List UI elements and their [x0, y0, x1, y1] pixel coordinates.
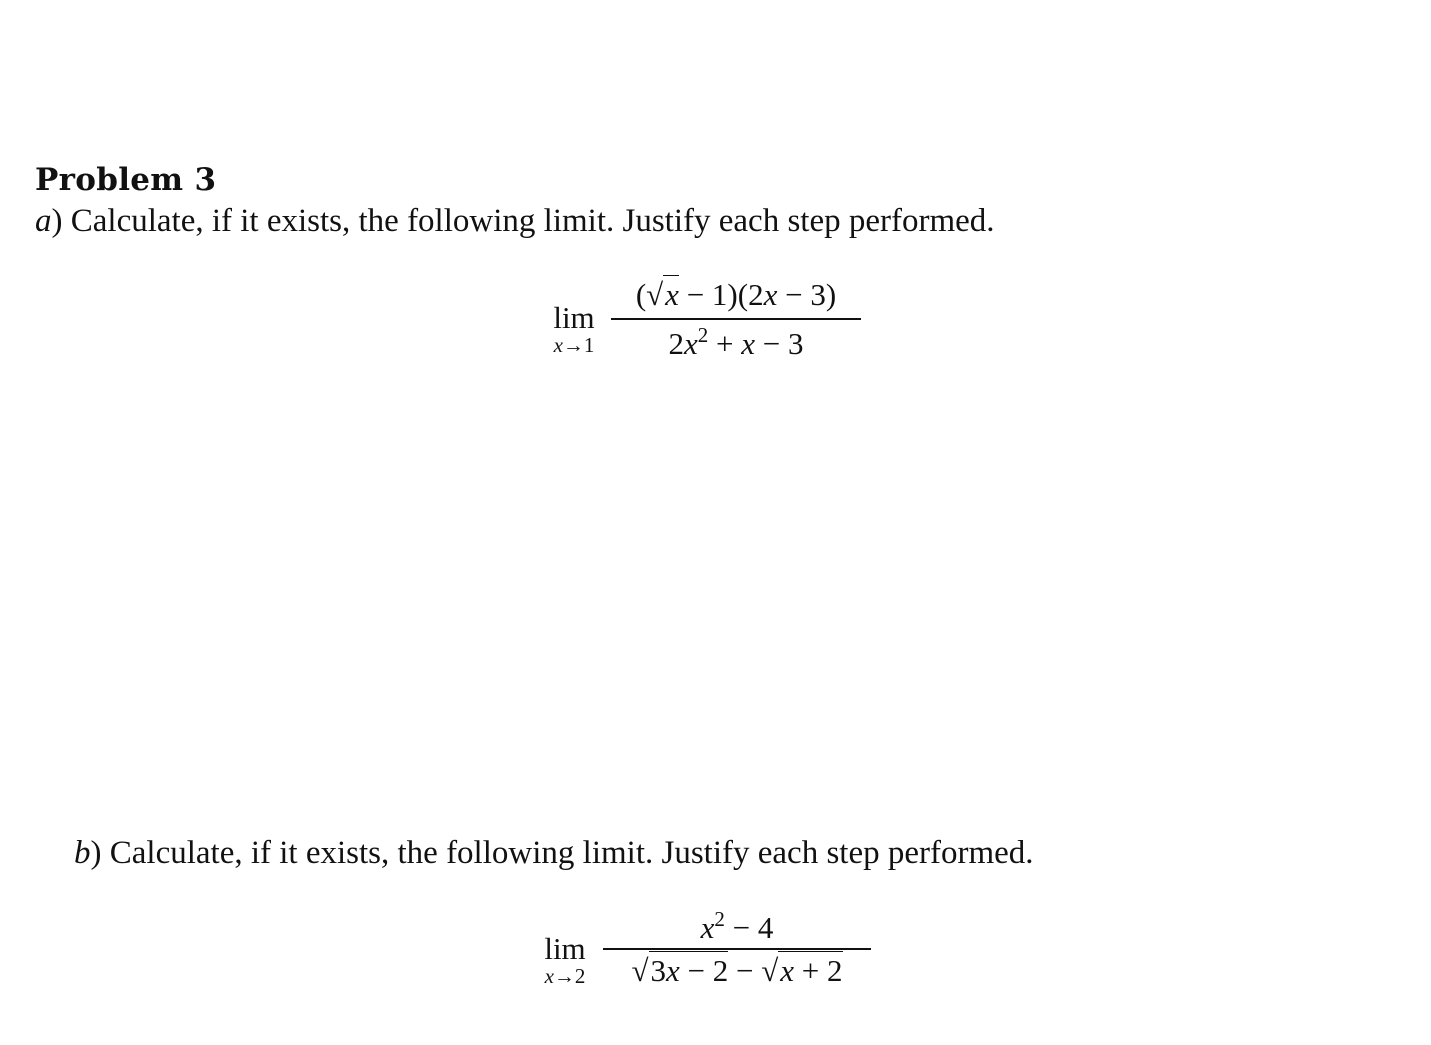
- part-a-instruction: [35, 203, 995, 240]
- num-close: − 3): [777, 277, 837, 312]
- sqrt2-radicand: [778, 951, 842, 988]
- num-middle: − 1)(2: [678, 277, 764, 312]
- num-var: x: [700, 910, 715, 945]
- lim-subscript: [536, 966, 594, 987]
- den-var: x: [684, 326, 698, 361]
- part-b-letter: b: [74, 835, 91, 871]
- num-tail: − 4: [724, 910, 774, 945]
- sqrt-symbol-1: √3x − 2: [631, 953, 729, 988]
- den-tail: − 3: [755, 326, 804, 361]
- den-coef: 2: [668, 326, 684, 361]
- part-a-text: ) Calculate, if it exists, the following limit. Justify each step performed.: [51, 203, 995, 239]
- lim-subscript: [546, 335, 602, 356]
- problem-title: Problem 3: [35, 162, 217, 198]
- sqrt1-coef: 3: [650, 953, 666, 988]
- sqrt-radicand: x: [665, 277, 679, 312]
- num-open: (: [635, 277, 647, 312]
- num-exp: 2: [714, 907, 725, 931]
- part-b-text: ) Calculate, if it exists, the following limit. Justify each step performed.: [90, 835, 1034, 871]
- lim-sub-arrow: →: [562, 333, 584, 357]
- den-exp: 2: [697, 323, 709, 347]
- part-a-fraction-bar: [611, 318, 861, 320]
- part-b-instruction: [74, 835, 1034, 872]
- part-a-numerator: [612, 279, 860, 310]
- part-a-lim-operator: [546, 302, 602, 356]
- part-b-denominator: [604, 955, 870, 986]
- part-b-numerator: [604, 909, 870, 943]
- den-op: +: [708, 326, 742, 361]
- num-var: x: [763, 277, 778, 312]
- sqrt1-tail: − 2: [679, 953, 729, 988]
- sqrt-symbol: √x: [646, 277, 679, 312]
- lim-word: lim: [553, 300, 595, 335]
- den-middle-op: −: [728, 953, 762, 988]
- lim-sub-value: 1: [583, 333, 595, 357]
- part-b-lim-operator: [536, 933, 594, 987]
- den-var2: x: [741, 326, 756, 361]
- part-a-denominator: [612, 325, 860, 359]
- sqrt1-radicand: [649, 951, 729, 988]
- lim-sub-var: x: [544, 964, 554, 988]
- lim-sub-var: x: [553, 333, 563, 357]
- lim-sub-arrow: →: [553, 964, 575, 988]
- lim-word: lim: [544, 931, 586, 966]
- sqrt1-var: x: [666, 953, 680, 988]
- part-b-fraction-bar: [603, 948, 871, 950]
- sqrt-symbol-2: √x + 2: [761, 953, 843, 988]
- lim-sub-value: 2: [574, 964, 586, 988]
- sqrt2-tail: + 2: [794, 953, 843, 988]
- sqrt2-var: x: [780, 953, 795, 988]
- part-a-letter: a: [35, 203, 52, 239]
